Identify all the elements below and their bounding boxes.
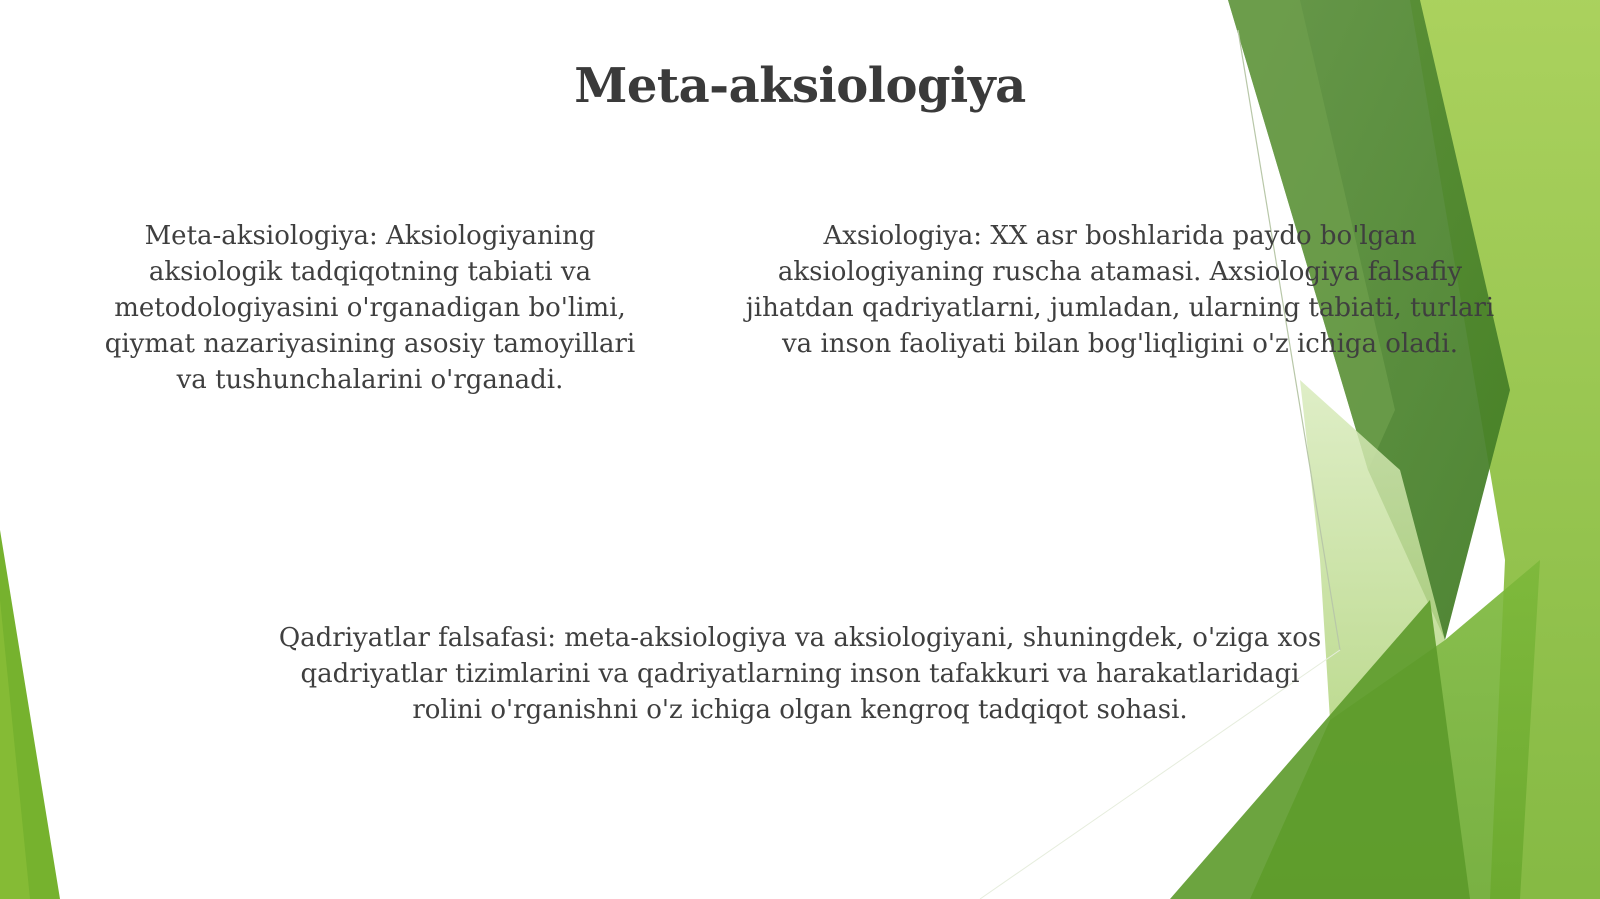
text-line: Axsiologiya: XX asr boshlarida paydo bo'lgan [823, 221, 1417, 251]
text-line: qiymat nazariyasining asosiy tamoyillari [104, 329, 636, 359]
text-line: Meta-aksiologiya: Aksiologiyaning [144, 221, 596, 251]
text-line: Qadriyatlar falsafasi: meta-aksiologiya va aksiologiyani, shuningdek, o'ziga xos [278, 623, 1322, 653]
text-line: va tushunchalarini o'rganadi. [176, 365, 564, 395]
paragraph-axsiologiya [700, 218, 1540, 362]
text-line: qadriyatlar tizimlarini va qadriyatlarning inson tafakkuri va harakatlaridagi [300, 659, 1300, 689]
text-line: va inson faoliyati bilan bog'liqligini o'z ichiga oladi. [781, 329, 1458, 359]
text-line: jihatdan qadriyatlarni, jumladan, ularning tabiati, turlari [745, 293, 1495, 323]
text-line: metodologiyasini o'rganadigan bo'limi, [114, 293, 626, 323]
paragraph-meta-aksiologiya [60, 218, 680, 398]
text-line: rolini o'rganishni o'z ichiga olgan kengroq tadqiqot sohasi. [412, 695, 1188, 725]
slide-title: Meta-aksiologiya [574, 58, 1026, 114]
text-line: aksiologik tadqiqotning tabiati va [148, 257, 592, 287]
paragraph-qadriyatlar-falsafasi [200, 620, 1400, 728]
text-line: aksiologiyaning ruscha atamasi. Axsiologiya falsafiy [777, 257, 1463, 287]
